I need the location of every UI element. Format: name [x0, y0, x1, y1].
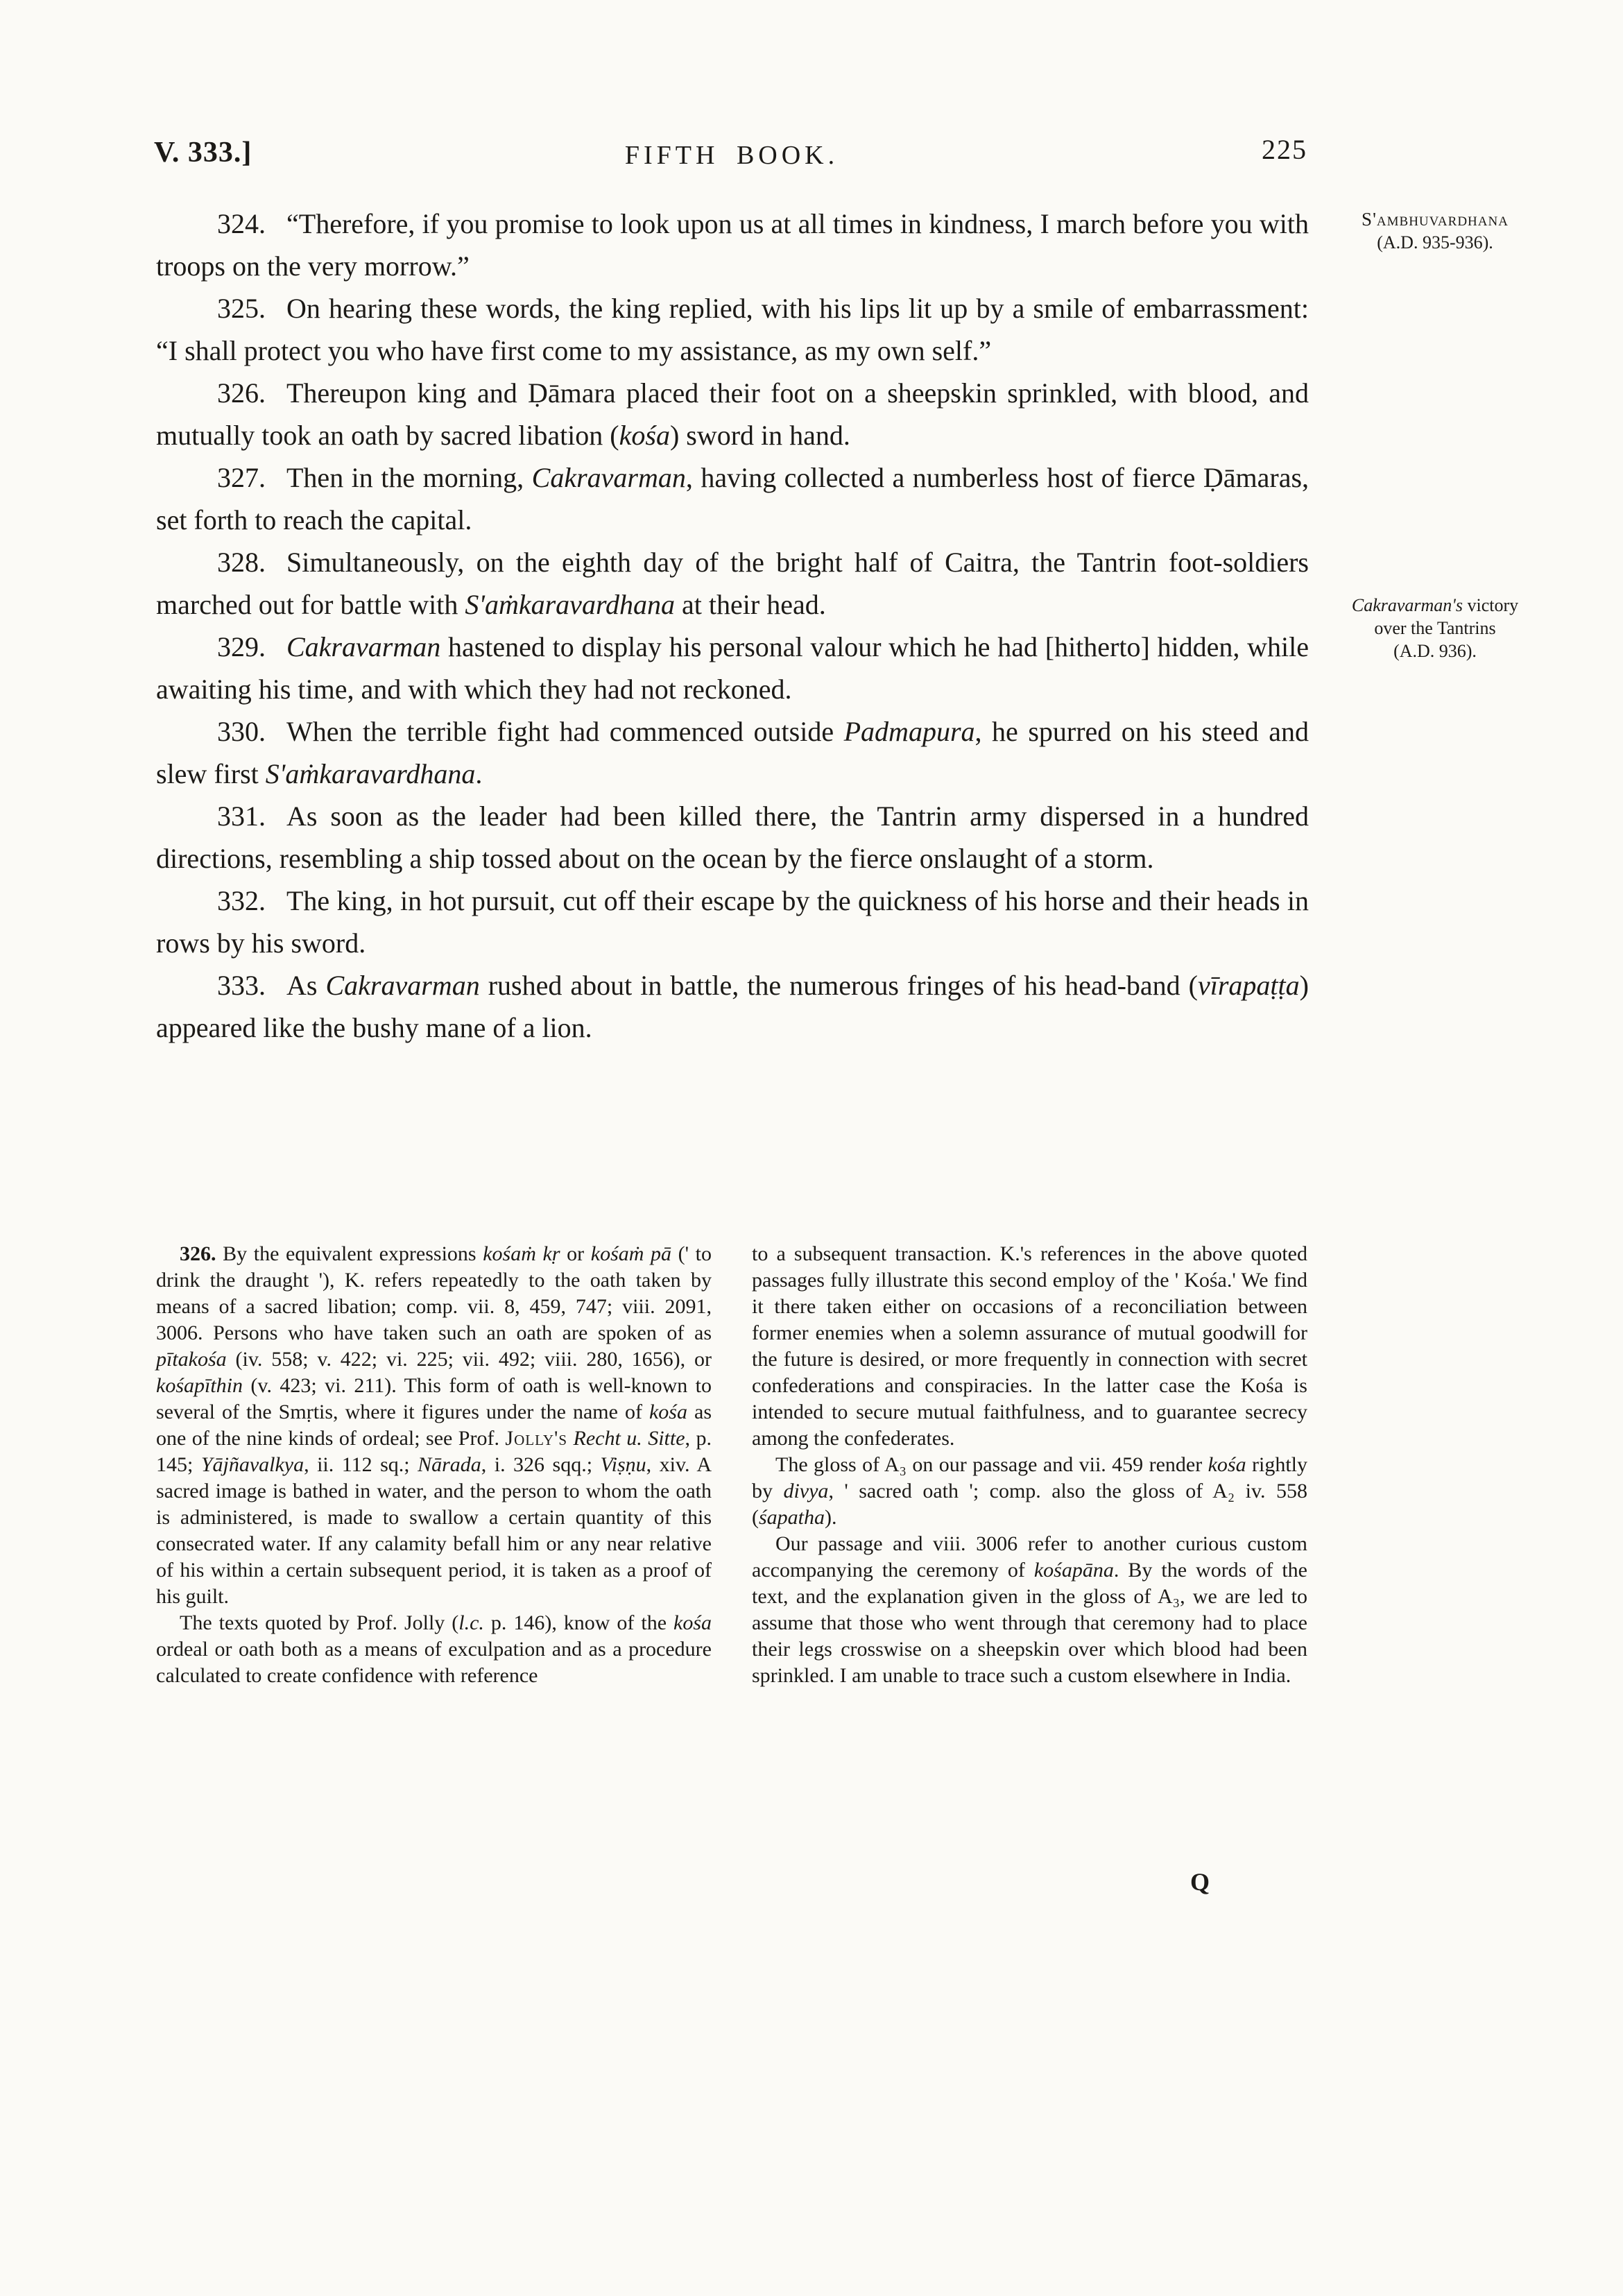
verse-text: On hearing these words, the king replied, with his lips lit up by a smile of embarrassment: “I shall protect you who have first come to my assistance, as my own self.”	[156, 293, 1309, 366]
footnote-paragraph: The texts quoted by Prof. Jolly (l.c. p. 146), know of the kośa ordeal or oath both as a means of exculpation and as a procedure calculated to create confidence with reference	[156, 1611, 712, 1687]
verse-text: “Therefore, if you promise to look upon us at all times in kindness, I march before you with troops on the very morrow.”	[156, 208, 1309, 282]
verse-number: 330.	[217, 716, 266, 747]
footnotes-section	[156, 1241, 1307, 1689]
verse-number: 326.	[217, 377, 266, 409]
footnote-column-right	[752, 1241, 1307, 1689]
verse-text: Cakravarman hastened to display his personal valour which he had [hitherto] hidden, while awaiting his time, and with which they had not reckoned.	[156, 631, 1309, 705]
margin-note-line: (A.D. 936).	[1393, 641, 1477, 661]
margin-note-sambhuvardhana	[1318, 208, 1552, 254]
verse-paragraph-333	[156, 964, 1309, 1049]
verse-paragraph-329	[156, 626, 1309, 710]
verse-text: Then in the morning, Cakravarman, having collected a numberless host of fierce Ḍāmaras, set forth to reach the capital.	[156, 462, 1309, 536]
page-number: 225	[1262, 134, 1307, 165]
verse-paragraph-328	[156, 541, 1309, 626]
verse-paragraph-326	[156, 372, 1309, 456]
verse-number: 329.	[217, 631, 266, 662]
verse-paragraph-332	[156, 880, 1309, 964]
verse-paragraph-330	[156, 710, 1309, 795]
verse-text: As soon as the leader had been killed there, the Tantrin army dispersed in a hundred directions, resembling a ship tossed about on the ocean by the fierce onslaught of a storm.	[156, 800, 1309, 874]
verse-paragraph-327	[156, 456, 1309, 541]
book-title: FIFTH BOOK.	[624, 141, 839, 170]
main-text	[156, 203, 1309, 1049]
verse-paragraph-324	[156, 203, 1309, 287]
verse-reference: V. 333.]	[154, 137, 252, 169]
signature-mark: Q	[1190, 1868, 1210, 1896]
verse-number: 328.	[217, 547, 266, 578]
verse-text: When the terrible fight had commenced outside Padmapura, he spurred on his steed and slew first S'aṁkaravardhana.	[156, 716, 1309, 789]
margin-note-line: S'ambhuvardhana	[1362, 209, 1509, 230]
verse-paragraph-325	[156, 287, 1309, 372]
verse-number: 324.	[217, 208, 266, 239]
margin-note-line: (A.D. 935-936).	[1377, 232, 1493, 252]
verse-number: 331.	[217, 800, 266, 832]
verse-text: Simultaneously, on the eighth day of the bright half of Caitra, the Tantrin foot-soldiers marched out for battle with S'aṁkaravardhana at their head.	[156, 547, 1309, 620]
margin-note-line: Cakravarman's victory	[1351, 595, 1519, 615]
verse-number: 327.	[217, 462, 266, 493]
footnote-paragraph: 326. By the equivalent expressions kośaṁ kṛ or kośaṁ pā (' to drink the draught '), K. refers repeatedly to the oath taken by means of a sacred libation; comp. vii. 8, 459, 747; viii. 2091, 3006. Persons who have taken such an oath are spoken of as pītakośa (iv. 558; v. 422; vi. 225; vii. 492; viii. 280, 1656), or kośapīthin (v. 423; vi. 211). This form of oath is well-known to several of the Smṛtis, where it figures under the name of kośa as one of the nine kinds of ordeal; see Prof. Jolly's Recht u. Sitte, p. 145; Yājñavalkya, ii. 112 sq.; Nārada, i. 326 sqq.; Viṣṇu, xiv. A sacred image is bathed in water, and the person to whom the oath is administered, is made to swallow a certain quantity of this consecrated water. If any calamity befall him or any near relative of his within a certain subsequent period, it is taken as a proof of his guilt.	[156, 1242, 712, 1608]
verse-text: As Cakravarman rushed about in battle, the numerous fringes of his head-band (vīrapaṭṭa) appeared like the bushy mane of a lion.	[156, 970, 1309, 1043]
verse-text: Thereupon king and Ḍāmara placed their foot on a sheepskin sprinkled, with blood, and mutually took an oath by sacred libation (kośa) sword in hand.	[156, 377, 1309, 451]
footnote-paragraph: The gloss of A₃ on our passage and vii. 459 render kośa rightly by divya, ' sacred oath '; comp. also the gloss of A₂ iv. 558 (śapatha).	[752, 1453, 1307, 1529]
margin-note-cakravarman-victory	[1318, 594, 1552, 662]
verse-paragraph-331	[156, 795, 1309, 880]
margin-note-line: over the Tantrins	[1374, 618, 1496, 638]
verse-number: 332.	[217, 885, 266, 916]
footnote-paragraph: Our passage and viii. 3006 refer to another curious custom accompanying the ceremony of kośapāna. By the words of the text, and the explanation given in the gloss of A₃, we are led to assume that those who went through that ceremony had to place their legs crosswise on a sheepskin over which blood had been sprinkled. I am unable to trace such a custom elsewhere in India.	[752, 1532, 1307, 1687]
footnote-paragraph: to a subsequent transaction. K.'s references in the above quoted passages fully illustrate this second employ of the ' Kośa.' We find it there taken either on occasions of a reconciliation between former enemies when a solemn assurance of mutual goodwill for the future is desired, or more frequently in connection with secret confederations and conspiracies. In the latter case the Kośa is intended to secure mutual faithfulness, and to guarantee secrecy among the confederates.	[752, 1242, 1307, 1450]
verse-text: The king, in hot pursuit, cut off their escape by the quickness of his horse and their heads in rows by his sword.	[156, 885, 1309, 959]
verse-number: 325.	[217, 293, 266, 324]
footnote-column-left	[156, 1241, 712, 1689]
verse-number: 333.	[217, 970, 266, 1001]
